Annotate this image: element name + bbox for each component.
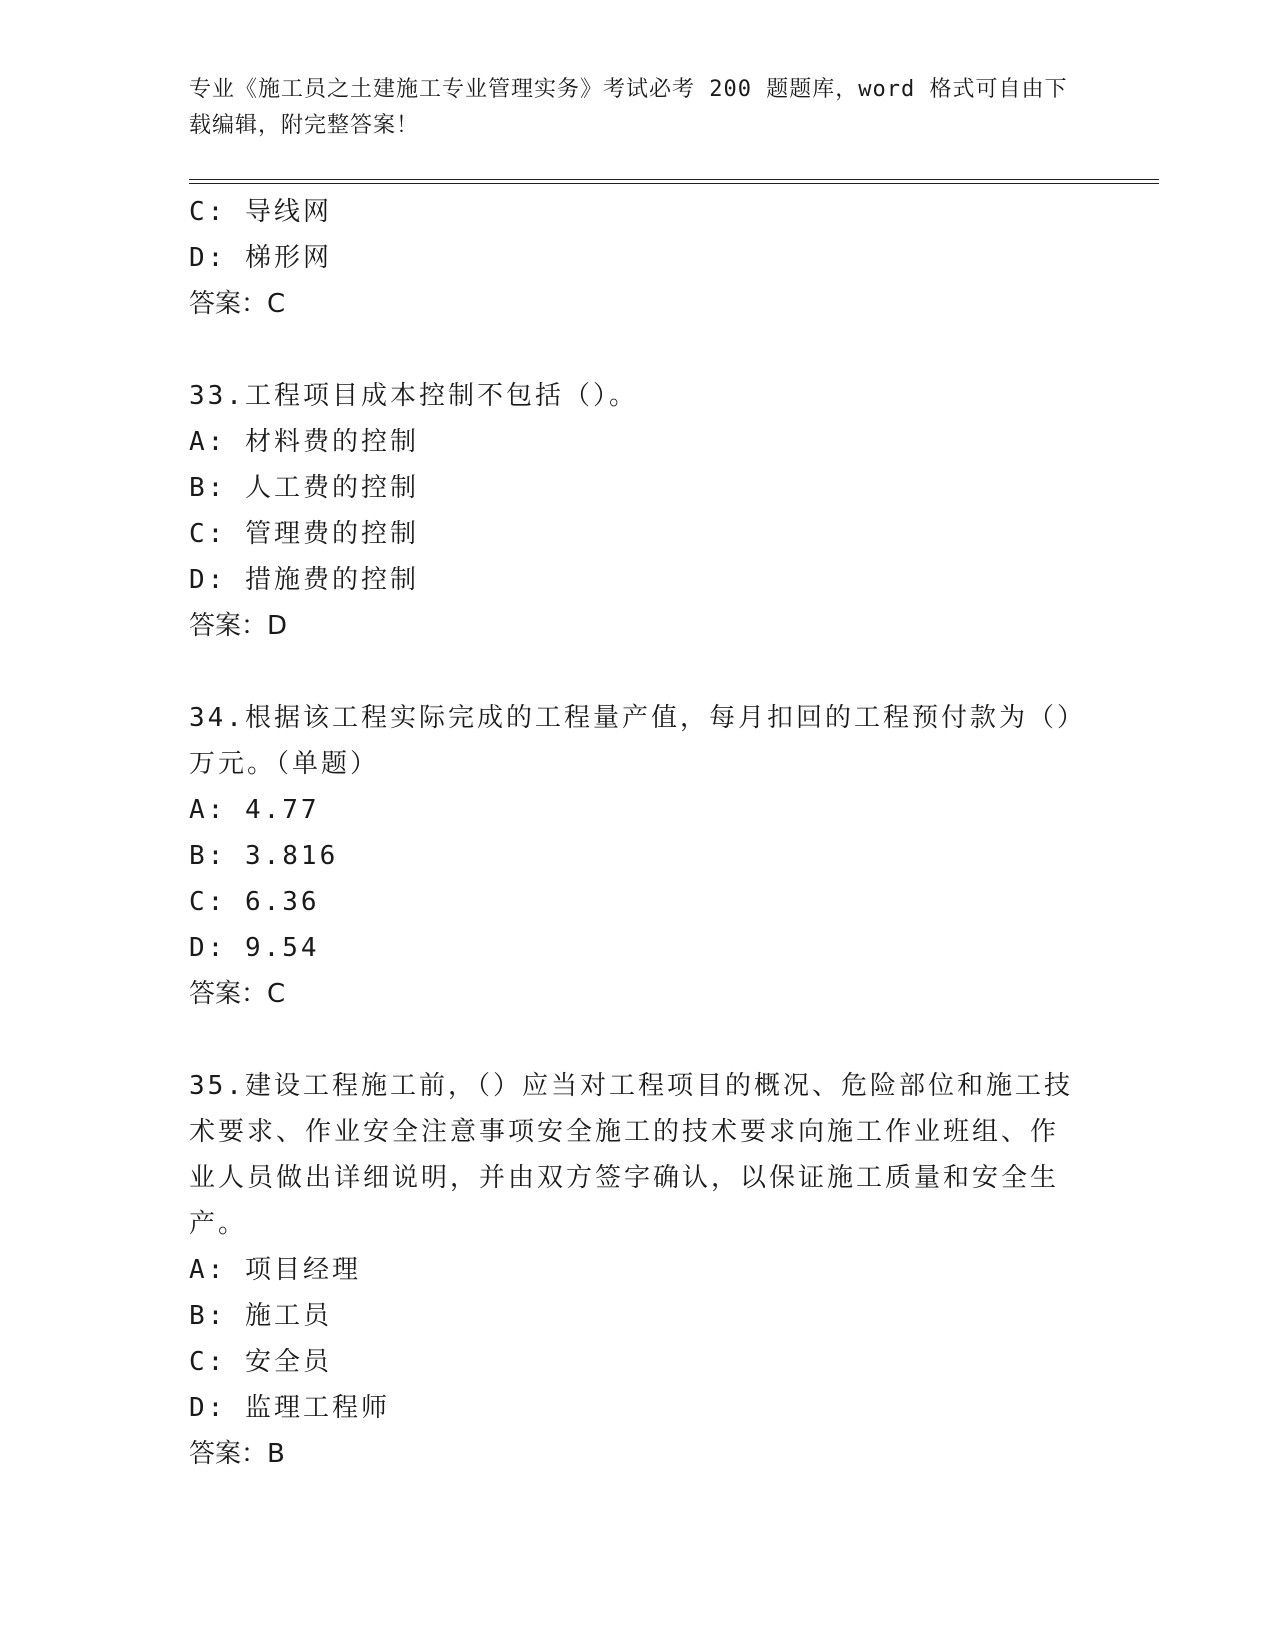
question-stem-line-2: 术要求、作业安全注意事项安全施工的技术要求向施工作业班组、作 xyxy=(189,1117,1060,1147)
answer-line: 答案：C xyxy=(189,289,286,319)
option-d: D: 监理工程师 xyxy=(189,1393,390,1423)
answer-line: 答案：B xyxy=(189,1439,285,1469)
option-a: A: 项目经理 xyxy=(189,1255,361,1285)
question-stem-line-1: 34.根据该工程实际完成的工程量产值，每月扣回的工程预付款为（） xyxy=(189,703,1086,733)
option-b: B: 人工费的控制 xyxy=(189,473,419,503)
spacer xyxy=(189,327,1089,373)
option-d: D: 梯形网 xyxy=(189,243,332,273)
option-b: B: 施工员 xyxy=(189,1301,332,1331)
question-34 xyxy=(189,695,1089,1017)
question-33 xyxy=(189,373,1089,649)
answer-line: 答案：C xyxy=(189,979,286,1009)
option-b: B: 3.816 xyxy=(189,841,339,871)
question-list xyxy=(189,189,1089,1477)
option-c: C: 安全员 xyxy=(189,1347,332,1377)
spacer xyxy=(189,1017,1089,1063)
question-stem-line-2: 万元。（单题） xyxy=(189,749,380,779)
question-35 xyxy=(189,1063,1089,1477)
header-rule-top xyxy=(189,179,1159,180)
option-c: C: 导线网 xyxy=(189,197,332,227)
option-c: C: 6.36 xyxy=(189,887,320,917)
spacer xyxy=(189,649,1089,695)
option-a: A: 材料费的控制 xyxy=(189,427,419,457)
question-32-tail xyxy=(189,189,1089,327)
option-a: A: 4.77 xyxy=(189,795,320,825)
document-header xyxy=(189,72,1089,144)
header-rule-bottom xyxy=(189,183,1159,184)
answer-line: 答案：D xyxy=(189,611,288,641)
header-title: 专业《施工员之土建施工专业管理实务》考试必考 200 题题库，word 格式可自由下载编辑，附完整答案！ xyxy=(189,77,1068,138)
option-d: D: 措施费的控制 xyxy=(189,565,419,595)
question-stem: 33.工程项目成本控制不包括（）。 xyxy=(189,381,638,411)
question-stem-line-4: 产。 xyxy=(189,1209,248,1239)
option-d: D: 9.54 xyxy=(189,933,320,963)
option-c: C: 管理费的控制 xyxy=(189,519,419,549)
question-stem-line-3: 业人员做出详细说明，并由双方签字确认，以保证施工质量和安全生 xyxy=(189,1163,1060,1193)
question-stem-line-1: 35.建设工程施工前，（）应当对工程项目的概况、危险部位和施工技 xyxy=(189,1071,1073,1101)
